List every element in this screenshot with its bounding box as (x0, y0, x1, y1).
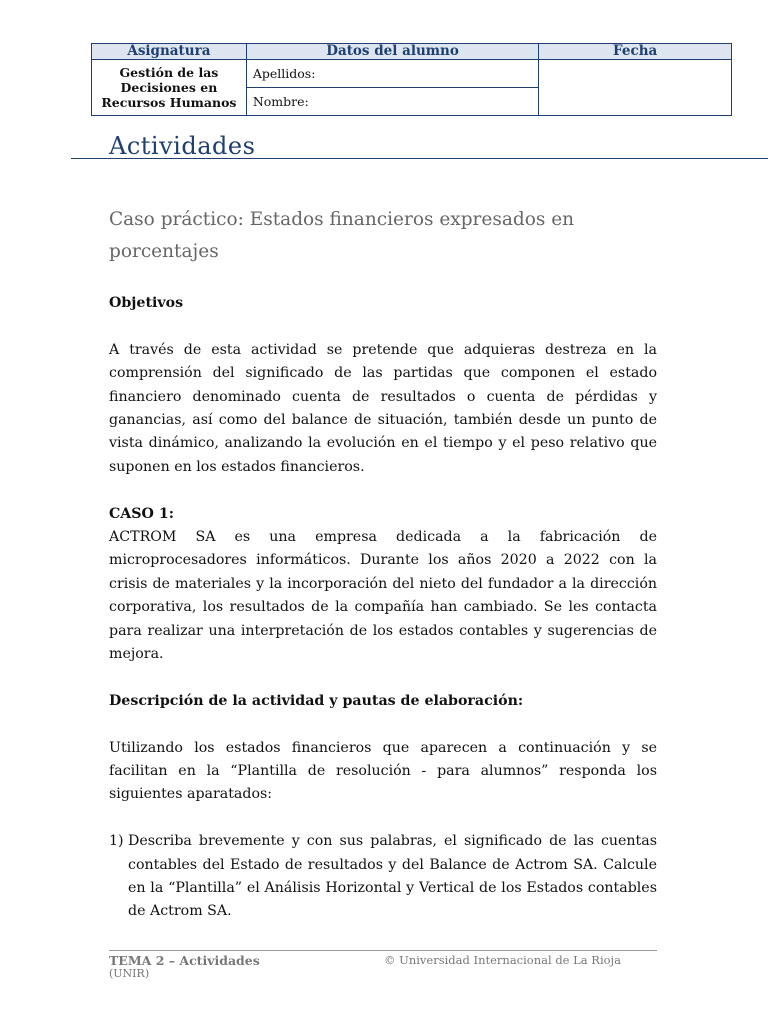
header-col-datos: Datos del alumno (246, 44, 538, 60)
footer-divider (109, 950, 657, 951)
list-item-text: Describa brevemente y con sus palabras, el significado de las cuentas contables del Estado de resultados y del Balance de Actrom SA. Calcule en la “Plantilla” el Análisis Horizontal y Vertical de los Estados contables de Actrom SA. (128, 833, 657, 920)
title-divider (71, 158, 768, 159)
footer-section-sub: (UNIR) (109, 967, 150, 980)
objetivos-heading: Objetivos (109, 295, 184, 311)
header-col-fecha: Fecha (539, 44, 732, 60)
page-title: Actividades (109, 132, 256, 160)
apellidos-field[interactable]: Apellidos: (246, 60, 538, 88)
asignatura-value: Gestión de las Decisiones en Recursos Humanos (92, 60, 247, 116)
header-col-asignatura: Asignatura (92, 44, 247, 60)
caso1-text: ACTROM SA es una empresa dedicada a la fabricación de microprocesadores informáticos. Durante los años 2020 a 2022 con la crisis de materiales y la incorporación del nieto del fundador a la dirección corporativa, los resultados de la compañía han cambiado. Se les contacta para realizar una interpretación de los estados contables y sugerencias de mejora. (109, 529, 657, 663)
list-item (109, 830, 657, 924)
caso1-heading: CASO 1: (109, 505, 174, 522)
header-table (91, 43, 732, 116)
descripcion-heading: Descripción de la actividad y pautas de elaboración: (109, 692, 524, 709)
nombre-field[interactable]: Nombre: (246, 88, 538, 116)
fecha-field[interactable] (539, 60, 732, 116)
list-item-number: 1) (109, 833, 124, 850)
page-subtitle: Caso práctico: Estados financieros expresados en porcentajes (109, 209, 575, 262)
footer-copyright: © Universidad Internacional de La Rioja (384, 953, 621, 967)
objetivos-text: A través de esta actividad se pretende que adquieras destreza en la comprensión del significado de las partidas que componen el estado financiero denominado cuenta de resultados o cuenta de pérdidas y ganancias, así como del balance de situación, también desde un punto de vista dinámico, analizando la evolución en el tiempo y el peso relativo que suponen en los estados financieros. (109, 341, 657, 475)
footer-section: TEMA 2 – Actividades (109, 953, 260, 968)
document-body (109, 292, 657, 924)
descripcion-text: Utilizando los estados financieros que aparecen a continuación y se facilitan en la “Plantilla de resolución - para alumnos” responda los siguientes aparatados: (109, 739, 657, 803)
